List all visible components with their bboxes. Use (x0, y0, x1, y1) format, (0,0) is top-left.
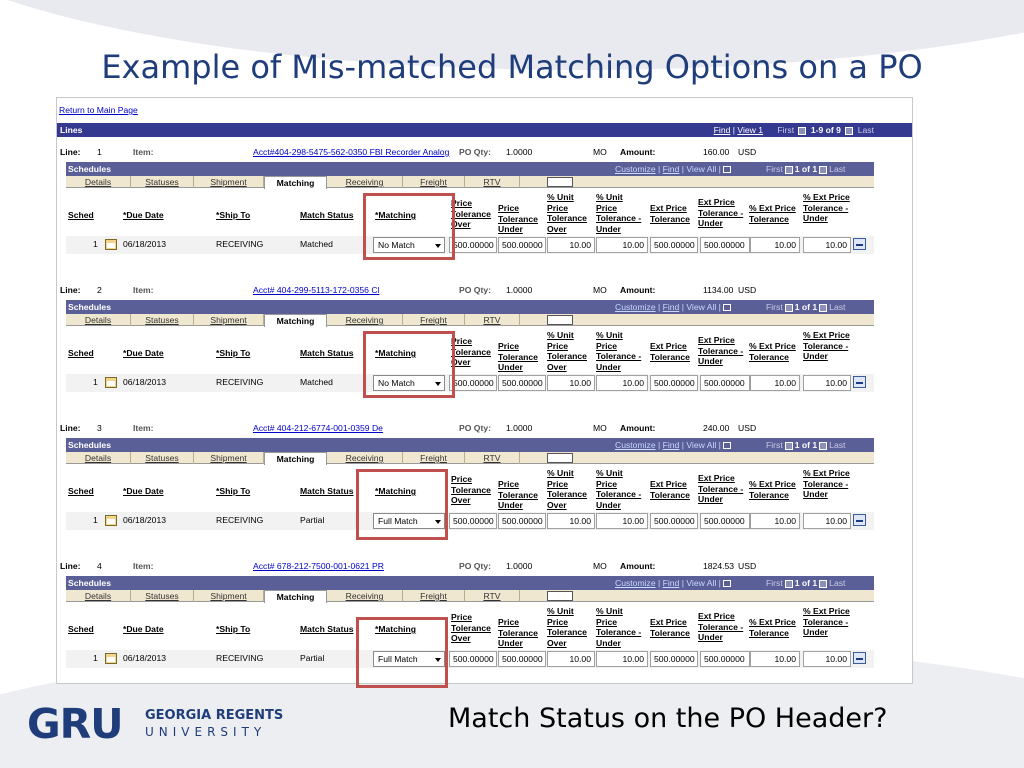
sched-number: 1 (93, 515, 98, 525)
col-header-price-tol-over[interactable]: Price Tolerance Over (451, 474, 491, 505)
schedules-header-bar (66, 438, 874, 452)
uom-value: MO (593, 147, 607, 157)
schedules-nav (766, 438, 845, 452)
lines-first-label: First (777, 125, 795, 135)
col-header-pct-unit-price-tol-over[interactable]: % Unit Price Tolerance Over (547, 330, 587, 372)
price-tol-under-input[interactable]: 500.00000 (498, 375, 546, 391)
line-label: Line: (60, 561, 81, 571)
tab-shipment[interactable]: Shipment (194, 452, 264, 464)
po-qty-value: 1.0000 (506, 147, 533, 157)
unit-price-tol-under-input[interactable]: 10.00 (596, 375, 648, 391)
col-header-match-status[interactable]: Match Status (300, 624, 354, 634)
schedules-range: 1 of 1 (794, 164, 818, 174)
tab-statuses[interactable]: Statuses (131, 176, 194, 188)
line-header (57, 556, 913, 576)
peoplesoft-screenshot (56, 97, 913, 684)
tab-freight[interactable]: Freight (403, 590, 465, 602)
col-header-match-status[interactable]: Match Status (300, 486, 354, 496)
col-header-due-date[interactable]: *Due Date (123, 348, 164, 358)
col-header-ship-to[interactable]: *Ship To (216, 624, 251, 634)
sched-number: 1 (93, 377, 98, 387)
ship-to: RECEIVING (216, 239, 264, 249)
schedules-range: 1 of 1 (794, 578, 818, 588)
col-header-pct-ext-price-tol[interactable]: % Ext Price Tolerance (749, 617, 796, 638)
tab-shipment[interactable]: Shipment (194, 314, 264, 326)
price-tol-under-input[interactable]: 500.00000 (498, 651, 546, 667)
next-arrow-icon[interactable] (819, 580, 827, 588)
schedule-tabs (66, 176, 874, 188)
item-link[interactable]: Acct# 678-212-7500-001-0621 PR (253, 561, 384, 571)
tab-receiving[interactable]: Receiving (327, 176, 403, 188)
schedules-header-bar (66, 576, 874, 590)
line-section (57, 556, 913, 684)
tab-shipment[interactable]: Shipment (194, 590, 264, 602)
col-header-price-tol-over[interactable]: Price Tolerance Over (451, 612, 491, 643)
tab-freight[interactable]: Freight (403, 452, 465, 464)
highlight-box-line-4 (356, 617, 448, 688)
col-header-match-status[interactable]: Match Status (300, 348, 354, 358)
item-label: Item: (133, 285, 154, 295)
price-tol-over-input[interactable]: 500.00000 (449, 237, 497, 253)
bottom-question: Match Status on the PO Header? (448, 703, 888, 734)
unit-price-tol-under-input[interactable]: 10.00 (596, 237, 648, 253)
po-qty-label: PO Qty: (459, 561, 491, 571)
col-header-ext-price-tol-under[interactable]: Ext Price Tolerance - Under (698, 473, 744, 504)
col-header-pct-ext-price-tol-under[interactable]: % Ext Price Tolerance - Under (803, 192, 850, 223)
schedules-nav (766, 162, 845, 176)
ext-pct-tol-input[interactable]: 10.00 (750, 375, 800, 391)
line-number: 1 (97, 147, 102, 157)
col-header-pct-ext-price-tol[interactable]: % Ext Price Tolerance (749, 341, 796, 362)
delete-row-icon[interactable] (853, 652, 866, 664)
item-label: Item: (133, 423, 154, 433)
view-all-link[interactable]: View All (686, 302, 717, 312)
col-header-due-date[interactable]: *Due Date (123, 210, 164, 220)
item-label: Item: (133, 147, 154, 157)
po-qty-label: PO Qty: (459, 285, 491, 295)
col-header-ext-price-tol[interactable]: Ext Price Tolerance (650, 479, 690, 500)
col-header-price-tol-over[interactable]: Price Tolerance Over (451, 336, 491, 367)
find-link[interactable]: Find (662, 302, 680, 312)
schedule-tabs (66, 590, 874, 602)
ext-pct-tol-input[interactable]: 10.00 (750, 237, 800, 253)
prev-arrow-icon[interactable] (785, 580, 793, 588)
delete-row-icon[interactable] (853, 376, 866, 388)
tab-shipment[interactable]: Shipment (194, 176, 264, 188)
tab-details[interactable]: Details (66, 314, 131, 326)
gru-logo-mark: GRU (27, 700, 123, 748)
unit-price-tol-over-input[interactable]: 10.00 (547, 651, 595, 667)
item-link[interactable]: Acct#404-298-5475-562-0350 FBI Recorder Analog (253, 147, 450, 157)
schedule-row (66, 650, 874, 668)
schedules-actions: Customize | Find | View All | (615, 162, 733, 176)
schedules-actions: Customize | Find | View All | (615, 438, 733, 452)
lines-header-bar (57, 123, 913, 137)
gru-logo-line2: UNIVERSITY (145, 725, 267, 739)
prev-arrow-icon[interactable] (785, 442, 793, 450)
ext-price-tol-under-input[interactable]: 500.00000 (700, 513, 750, 529)
schedules-header-bar (66, 300, 874, 314)
tab-freight[interactable]: Freight (403, 314, 465, 326)
calendar-icon[interactable] (105, 515, 117, 526)
po-qty-value: 1.0000 (506, 423, 533, 433)
amount-label: Amount: (620, 147, 656, 157)
currency-value: USD (738, 561, 757, 571)
tab-statuses[interactable]: Statuses (131, 452, 194, 464)
tab-rtv[interactable]: RTV (465, 590, 520, 602)
price-tol-over-input[interactable]: 500.00000 (449, 651, 497, 667)
col-header-ext-price-tol-under[interactable]: Ext Price Tolerance - Under (698, 197, 744, 228)
tab-matching[interactable]: Matching (264, 314, 327, 327)
lines-view-link[interactable]: View 1 (737, 125, 764, 135)
schedule-tabs (66, 452, 874, 464)
schedule-row (66, 374, 874, 392)
show-all-columns-icon[interactable] (547, 315, 573, 325)
last-label: Last (829, 578, 846, 588)
price-tol-over-input[interactable]: 500.00000 (449, 375, 497, 391)
amount-value: 1134.00 (703, 285, 734, 295)
match-status: Matched (300, 239, 333, 249)
col-header-matching[interactable]: *Matching (375, 348, 417, 358)
col-header-pct-unit-price-tol-under[interactable]: % Unit Price Tolerance - Under (596, 330, 642, 372)
col-header-pct-unit-price-tol-over[interactable]: % Unit Price Tolerance Over (547, 606, 587, 648)
po-qty-label: PO Qty: (459, 423, 491, 433)
first-label: First (766, 578, 783, 588)
col-header-price-tol-over[interactable]: Price Tolerance Over (451, 198, 491, 229)
ship-to: RECEIVING (216, 653, 264, 663)
ext-price-tol-input[interactable]: 500.00000 (650, 513, 698, 529)
po-qty-value: 1.0000 (506, 561, 533, 571)
col-header-pct-unit-price-tol-over[interactable]: % Unit Price Tolerance Over (547, 192, 587, 234)
prev-arrow-icon[interactable] (798, 127, 806, 135)
ext-price-tol-under-input[interactable]: 500.00000 (700, 651, 750, 667)
show-all-columns-icon[interactable] (547, 177, 573, 187)
col-header-sched[interactable]: Sched (68, 486, 94, 496)
highlight-box-line-2 (363, 331, 455, 398)
line-section (57, 142, 913, 272)
line-section (57, 280, 913, 410)
schedules-range: 1 of 1 (794, 302, 818, 312)
col-header-due-date[interactable]: *Due Date (123, 624, 164, 634)
next-arrow-icon[interactable] (819, 304, 827, 312)
schedules-label: Schedules (68, 440, 111, 450)
match-status: Partial (300, 653, 325, 663)
calendar-icon[interactable] (105, 239, 117, 250)
schedules-range: 1 of 1 (794, 440, 818, 450)
line-section (57, 418, 913, 548)
tab-rtv[interactable]: RTV (465, 314, 520, 326)
sched-number: 1 (93, 239, 98, 249)
schedule-tabs (66, 314, 874, 326)
find-link[interactable]: Find (662, 440, 680, 450)
unit-price-tol-over-input[interactable]: 10.00 (547, 513, 595, 529)
grid-view-icon[interactable] (723, 304, 731, 311)
due-date: 06/18/2013 (123, 515, 167, 525)
customize-link[interactable]: Customize (615, 578, 656, 588)
line-label: Line: (60, 285, 81, 295)
amount-label: Amount: (620, 561, 656, 571)
col-header-price-tol-under[interactable]: Price Tolerance Under (498, 341, 538, 372)
currency-value: USD (738, 423, 757, 433)
amount-value: 1824.53 (703, 561, 735, 571)
view-all-link[interactable]: View All (686, 440, 717, 450)
unit-price-tol-over-input[interactable]: 10.00 (547, 237, 595, 253)
ext-pct-tol-under-input[interactable]: 10.00 (803, 513, 851, 529)
grid-view-icon[interactable] (723, 580, 731, 587)
line-header (57, 280, 913, 300)
tab-statuses[interactable]: Statuses (131, 590, 194, 602)
tab-details[interactable]: Details (66, 452, 131, 464)
item-link[interactable]: Acct# 404-212-6774-001-0359 De (253, 423, 383, 433)
col-header-sched[interactable]: Sched (68, 210, 94, 220)
col-header-match-status[interactable]: Match Status (300, 210, 354, 220)
first-label: First (766, 440, 783, 450)
view-all-link[interactable]: View All (686, 164, 717, 174)
line-number: 2 (97, 285, 102, 295)
ship-to: RECEIVING (216, 377, 264, 387)
ext-pct-tol-input[interactable]: 10.00 (750, 651, 800, 667)
col-header-price-tol-under[interactable]: Price Tolerance Under (498, 479, 538, 510)
tab-rtv[interactable]: RTV (465, 452, 520, 464)
return-to-main-link[interactable]: Return to Main Page (59, 105, 138, 115)
tab-statuses[interactable]: Statuses (131, 314, 194, 326)
due-date: 06/18/2013 (123, 239, 167, 249)
find-link[interactable]: Find (662, 164, 680, 174)
amount-label: Amount: (620, 285, 656, 295)
ext-price-tol-input[interactable]: 500.00000 (650, 651, 698, 667)
col-header-price-tol-under[interactable]: Price Tolerance Under (498, 617, 538, 648)
po-qty-value: 1.0000 (506, 285, 533, 295)
customize-link[interactable]: Customize (615, 164, 656, 174)
tab-matching[interactable]: Matching (264, 590, 327, 603)
matching-value: No Match (378, 240, 415, 250)
schedules-actions: Customize | Find | View All | (615, 300, 733, 314)
last-label: Last (829, 164, 846, 174)
price-tol-under-input[interactable]: 500.00000 (498, 513, 546, 529)
highlight-box-line-3 (356, 469, 448, 540)
unit-price-tol-under-input[interactable]: 10.00 (596, 513, 648, 529)
lines-find-link[interactable]: Find (713, 125, 731, 135)
line-label: Line: (60, 423, 81, 433)
sched-number: 1 (93, 653, 98, 663)
show-all-columns-icon[interactable] (547, 591, 573, 601)
schedules-header-bar (66, 162, 874, 176)
unit-price-tol-over-input[interactable]: 10.00 (547, 375, 595, 391)
col-header-ext-price-tol[interactable]: Ext Price Tolerance (650, 341, 690, 362)
tab-receiving[interactable]: Receiving (327, 452, 403, 464)
tab-freight[interactable]: Freight (403, 176, 465, 188)
next-arrow-icon[interactable] (819, 442, 827, 450)
amount-value: 160.00 (703, 147, 730, 157)
last-label: Last (829, 440, 846, 450)
col-header-price-tol-under[interactable]: Price Tolerance Under (498, 203, 538, 234)
ext-pct-tol-under-input[interactable]: 10.00 (803, 237, 851, 253)
unit-price-tol-under-input[interactable]: 10.00 (596, 651, 648, 667)
ext-price-tol-under-input[interactable]: 500.00000 (700, 237, 750, 253)
tab-matching[interactable]: Matching (264, 452, 327, 465)
item-link[interactable]: Acct# 404-299-5113-172-0356 Cl (253, 285, 380, 295)
col-header-sched[interactable]: Sched (68, 624, 94, 634)
col-header-pct-ext-price-tol-under[interactable]: % Ext Price Tolerance - Under (803, 330, 850, 361)
match-status: Matched (300, 377, 333, 387)
col-header-due-date[interactable]: *Due Date (123, 486, 164, 496)
due-date: 06/18/2013 (123, 653, 167, 663)
line-number: 3 (97, 423, 102, 433)
customize-link[interactable]: Customize (615, 302, 656, 312)
schedule-row (66, 512, 874, 530)
tab-details[interactable]: Details (66, 176, 131, 188)
next-arrow-icon[interactable] (819, 166, 827, 174)
prev-arrow-icon[interactable] (785, 166, 793, 174)
amount-value: 240.00 (703, 423, 730, 433)
first-label: First (766, 302, 783, 312)
col-header-ext-price-tol[interactable]: Ext Price Tolerance (650, 617, 690, 638)
show-all-columns-icon[interactable] (547, 453, 573, 463)
tab-details[interactable]: Details (66, 590, 131, 602)
col-header-matching[interactable]: *Matching (375, 486, 417, 496)
col-header-ext-price-tol-under[interactable]: Ext Price Tolerance - Under (698, 335, 744, 366)
delete-row-icon[interactable] (853, 238, 866, 250)
col-header-pct-unit-price-tol-under[interactable]: % Unit Price Tolerance - Under (596, 192, 642, 234)
grid-view-icon[interactable] (723, 166, 731, 173)
lines-label: Lines (60, 125, 83, 135)
col-header-ext-price-tol-under[interactable]: Ext Price Tolerance - Under (698, 611, 744, 642)
schedules-label: Schedules (68, 578, 111, 588)
col-header-pct-ext-price-tol-under[interactable]: % Ext Price Tolerance - Under (803, 606, 850, 637)
col-header-pct-ext-price-tol-under[interactable]: % Ext Price Tolerance - Under (803, 468, 850, 499)
amount-label: Amount: (620, 423, 656, 433)
calendar-icon[interactable] (105, 377, 117, 388)
uom-value: MO (593, 285, 607, 295)
col-header-pct-ext-price-tol[interactable]: % Ext Price Tolerance (749, 479, 796, 500)
col-header-ship-to[interactable]: *Ship To (216, 348, 251, 358)
calendar-icon[interactable] (105, 653, 117, 664)
col-header-pct-unit-price-tol-under[interactable]: % Unit Price Tolerance - Under (596, 468, 642, 510)
col-header-pct-unit-price-tol-under[interactable]: % Unit Price Tolerance - Under (596, 606, 642, 648)
gru-logo-line1: GEORGIA REGENTS (145, 708, 284, 723)
lines-nav: Find | View 1 First 1-9 of 9 Last (713, 125, 874, 135)
price-tol-under-input[interactable]: 500.00000 (498, 237, 546, 253)
due-date: 06/18/2013 (123, 377, 167, 387)
currency-value: USD (738, 285, 757, 295)
po-qty-label: PO Qty: (459, 147, 491, 157)
schedules-label: Schedules (68, 302, 111, 312)
view-all-link[interactable]: View All (686, 578, 717, 588)
matching-value: No Match (378, 378, 415, 388)
col-header-sched[interactable]: Sched (68, 348, 94, 358)
line-number: 4 (97, 561, 102, 571)
line-header (57, 418, 913, 438)
match-status: Partial (300, 515, 325, 525)
find-link[interactable]: Find (662, 578, 680, 588)
schedules-nav (766, 576, 845, 590)
uom-value: MO (593, 561, 607, 571)
line-header (57, 142, 913, 162)
col-header-matching[interactable]: *Matching (375, 210, 417, 220)
col-header-matching[interactable]: *Matching (375, 624, 417, 634)
ext-pct-tol-under-input[interactable]: 10.00 (803, 375, 851, 391)
grid-view-icon[interactable] (723, 442, 731, 449)
tab-receiving[interactable]: Receiving (327, 590, 403, 602)
item-label: Item: (133, 561, 154, 571)
line-label: Line: (60, 147, 81, 157)
slide-title: Example of Mis-matched Matching Options on a PO (101, 48, 923, 86)
col-header-pct-unit-price-tol-over[interactable]: % Unit Price Tolerance Over (547, 468, 587, 510)
ext-price-tol-input[interactable]: 500.00000 (650, 375, 698, 391)
tab-receiving[interactable]: Receiving (327, 314, 403, 326)
matching-value: Full Match (378, 654, 418, 664)
currency-value: USD (738, 147, 757, 157)
col-header-pct-ext-price-tol[interactable]: % Ext Price Tolerance (749, 203, 796, 224)
ext-price-tol-under-input[interactable]: 500.00000 (700, 375, 750, 391)
price-tol-over-input[interactable]: 500.00000 (449, 513, 497, 529)
schedules-actions: Customize | Find | View All | (615, 576, 733, 590)
col-header-ship-to[interactable]: *Ship To (216, 210, 251, 220)
schedule-row (66, 236, 874, 254)
col-header-ext-price-tol[interactable]: Ext Price Tolerance (650, 203, 690, 224)
ext-pct-tol-under-input[interactable]: 10.00 (803, 651, 851, 667)
schedules-label: Schedules (68, 164, 111, 174)
ext-price-tol-input[interactable]: 500.00000 (650, 237, 698, 253)
customize-link[interactable]: Customize (615, 440, 656, 450)
prev-arrow-icon[interactable] (785, 304, 793, 312)
schedules-nav (766, 300, 845, 314)
lines-range: 1-9 of 9 (810, 125, 841, 135)
uom-value: MO (593, 423, 607, 433)
last-label: Last (829, 302, 846, 312)
ext-pct-tol-input[interactable]: 10.00 (750, 513, 800, 529)
lines-last-label: Last (857, 125, 874, 135)
first-label: First (766, 164, 783, 174)
col-header-ship-to[interactable]: *Ship To (216, 486, 251, 496)
highlight-box-line-1 (363, 193, 455, 260)
delete-row-icon[interactable] (853, 514, 866, 526)
next-arrow-icon[interactable] (845, 127, 853, 135)
matching-value: Full Match (378, 516, 418, 526)
ship-to: RECEIVING (216, 515, 264, 525)
tab-rtv[interactable]: RTV (465, 176, 520, 188)
tab-matching[interactable]: Matching (264, 176, 327, 189)
